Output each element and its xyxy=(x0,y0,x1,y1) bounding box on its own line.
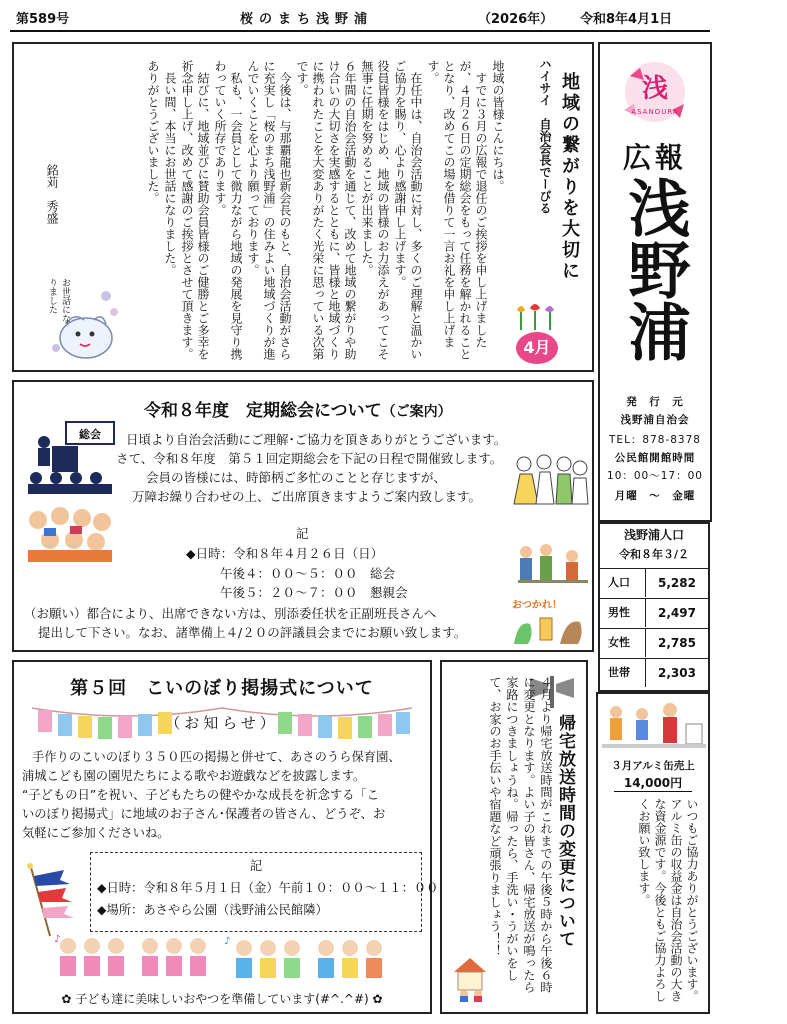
meeting-box xyxy=(12,380,594,652)
broadcast-body: ４月より帰宅放送時間がこれまでの午後５時から午後６時に変更となります。よい子の皆さん、帰宅放送が鳴ったら家路につきましょうね。帰ったら、手洗い･うがいをして、お家のお手伝いや宿題など頑張りましょう！！ xyxy=(488,676,553,994)
logo-char: 浅 xyxy=(641,74,668,104)
meeting-line: 万障お繰り合わせの上、ご出席頂きますようご案内致します。 xyxy=(132,489,482,504)
meeting-date: ◆日時：令和８年４月２６日（日） xyxy=(186,546,384,561)
koinobori-info-box xyxy=(90,852,439,932)
koinobori-line: 手作りのこいのぼり３５０匹の掲揚と併せて、あさのうら保育園、 xyxy=(32,750,401,764)
meeting-title xyxy=(144,396,452,421)
greeting-headline: 地域の繋がりを大切に xyxy=(559,72,580,282)
meeting-title-suffix: （ご案内） xyxy=(381,404,452,420)
greeting-paragraph: 長い間、本当にお世話になりました。 xyxy=(163,72,177,276)
koinobori-subtitle: （お知らせ） xyxy=(165,714,279,732)
population-row xyxy=(600,628,708,658)
koinobori-line: “子どもの日”を祝い、子どもたちの健やかな成長を祈念する「こ xyxy=(22,788,380,802)
meeting-line: 日頃より自治会活動にご理解･ご協力を頂きありがとうございます。 xyxy=(126,432,507,447)
paper-name: 桜のまち浅野浦 xyxy=(240,12,374,27)
broadcast-title: 帰宅放送時間の変更について xyxy=(555,714,575,948)
people-illustration xyxy=(510,450,590,506)
meeting-request: （お願い）都合により、出席できない方は、別添委任状を正副班長さんへ xyxy=(24,606,437,621)
koinobori-footer: ✿ 子ども達に美味しいおやつを準備しています(#^.^#) ✿ xyxy=(61,992,383,1006)
svg-text:♪: ♪ xyxy=(224,936,231,947)
population-value: 2,785 xyxy=(658,636,696,650)
logo-caption: ASANOURA xyxy=(631,108,679,116)
kouhou-title: 広報 xyxy=(622,141,687,174)
koinobori-date: ◆日時：令和８年５月１日（金）午前１０：００～１１：００ xyxy=(97,881,439,895)
meeting-time-party: 午後５：２０～７：００ 懇親会 xyxy=(220,585,408,600)
greeting-paragraph: ６年間の自治会活動を通じて、改めて地域の繋がりや助け合いの大切さを実感するとともに、皆様と地域づくりに携われたことを大変ありがたく光栄に思っている次第です。 xyxy=(295,60,357,360)
publisher-label: 発 行 元 xyxy=(626,396,684,408)
koinobori-line: 浦城こども園の園児たちによる歌やお遊戯などを披露します。 xyxy=(22,769,366,783)
population-label: 男性 xyxy=(600,599,646,627)
recycling-illustration xyxy=(602,700,706,754)
population-table xyxy=(598,522,710,692)
greeting-paragraph: 地域の皆様こんにちは。 xyxy=(491,60,505,192)
opening-days: 月曜 ～ 金曜 xyxy=(614,490,696,502)
crowd-illustration xyxy=(24,500,114,562)
population-row xyxy=(600,568,708,598)
cans-body: いつもご協力ありがとうございます。アルミ缶の収益金は自治会活動の大きな資金源です。今後ともご協力よろしくお願い致します。 xyxy=(637,798,699,1002)
masthead-box xyxy=(598,42,712,522)
koinobori-title: 第５回 こいのぼり掲揚式について xyxy=(70,678,374,699)
greeting-paragraph: ありがとうございました。 xyxy=(146,60,160,204)
koinobori-line: 気軽にご参加くださいね。 xyxy=(22,826,170,840)
header-rule xyxy=(10,30,710,32)
greeting-body xyxy=(76,60,506,360)
carp-streamer-icon xyxy=(20,862,82,938)
cans-box xyxy=(596,692,710,1014)
phone-number: TEL：878-8378 xyxy=(609,434,701,446)
cans-amount: 14,000円 xyxy=(614,774,692,792)
population-value: 5,282 xyxy=(658,576,696,590)
meeting-request-2: 提出して下さい。なお、諸準備上４/２０の評議員会までにお願い致します。 xyxy=(38,625,467,640)
cheers-illustration xyxy=(504,596,590,646)
cans-caption: ３月アルミ缶売上 xyxy=(611,760,695,772)
meeting-sign: 総会 xyxy=(79,428,101,441)
population-label: 世帯 xyxy=(600,659,646,687)
population-row xyxy=(600,658,708,688)
children-illustration xyxy=(54,934,394,982)
month-badge: 4月 xyxy=(516,332,558,364)
population-label: 女性 xyxy=(600,629,646,657)
newsletter-name: 浅野浦 xyxy=(618,176,691,362)
publisher: 浅野浦自治会 xyxy=(620,414,690,426)
koinobori-line: いのぼり掲揚式」に地域のお子さん･保護者の皆さん、どうぞ、お xyxy=(22,807,386,821)
mascot-illustration xyxy=(44,276,124,364)
hours-label: 公民館開館時間 xyxy=(614,452,696,464)
meeting-title-text: 令和８年度 定期総会について xyxy=(144,401,382,421)
greeting-box xyxy=(12,42,594,372)
tulip-icon xyxy=(512,302,562,332)
logo xyxy=(610,54,700,130)
house-illustration xyxy=(450,952,490,1002)
greeting-paragraph: すでに３月の広報で退任のご挨拶を申し上げましたが、４月２６日の定期総会をもって任務を解かれることとなり、改めてこの場を借りて一言お礼を申し上げます。 xyxy=(426,60,488,360)
population-label: 人口 xyxy=(600,569,646,597)
issue-date: 令和8年4月1日 xyxy=(580,12,673,27)
greeting-paragraph: 今後は、与那覇龍也新会長のもと、自治会活動がさらに充実し「桜のまち浅野浦」の住みよい地域づくりが進んでいくことを心より願っております。 xyxy=(246,60,292,360)
issue-year: （2026年） xyxy=(478,12,554,27)
population-value: 2,497 xyxy=(658,606,696,620)
population-date: 令和８年３/２ xyxy=(618,548,690,561)
population-title: 浅野浦人口 xyxy=(623,528,684,542)
meeting-line: さて、令和８年度 第５１回定期総会を下記の日程で開催致します。 xyxy=(116,451,503,466)
greeting-paragraph: 私も、一会員として微力ながら地域の発展を見守り携わっていく所存であります。 xyxy=(213,60,243,360)
singers-illustration xyxy=(514,542,592,594)
population-value: 2,303 xyxy=(658,666,696,680)
meeting-line: 会員の皆様には、時節柄ご多忙のことと存じますが、 xyxy=(146,470,447,485)
meeting-ki: 記 xyxy=(296,526,309,541)
meeting-time-general: 午後４：００～５：００ 総会 xyxy=(220,566,396,581)
signature: 銘苅 秀盛 xyxy=(45,164,59,224)
mascot-bubble: お世話になりました xyxy=(47,278,70,323)
koinobori-place: ◆場所：あさやら公園（浅野浦公民館隣） xyxy=(97,903,328,917)
cheers-text: おつかれ！ xyxy=(512,600,562,611)
population-row xyxy=(600,598,708,628)
opening-hours: 10：00～17：00 xyxy=(607,470,703,482)
broadcast-box xyxy=(440,660,588,1014)
greeting-paragraph: 結びに、地域並びに賛助会員皆様のご健勝とご多幸を祈念申し上げ、改めて感謝のご挨拶とさせて頂きます。 xyxy=(180,60,210,360)
greeting-series: ハイサイ 自治会長でーびる xyxy=(538,58,552,214)
svg-text:♪: ♪ xyxy=(54,934,61,945)
koinobori-ki: 記 xyxy=(249,859,263,873)
greeting-paragraph: 在任中は、自治会活動に対し、多くのご理解と温かいご協力を賜り、心より感謝申し上げます。 xyxy=(393,60,423,360)
issue-number: 第589号 xyxy=(16,12,70,27)
meeting-illustration xyxy=(22,418,118,494)
greeting-paragraph: 役員皆様をはじめ、地域の皆様のお力添えがあってこそ無事に任期を努めることが出来ました。 xyxy=(360,60,390,360)
koinobori-box xyxy=(12,660,439,1014)
